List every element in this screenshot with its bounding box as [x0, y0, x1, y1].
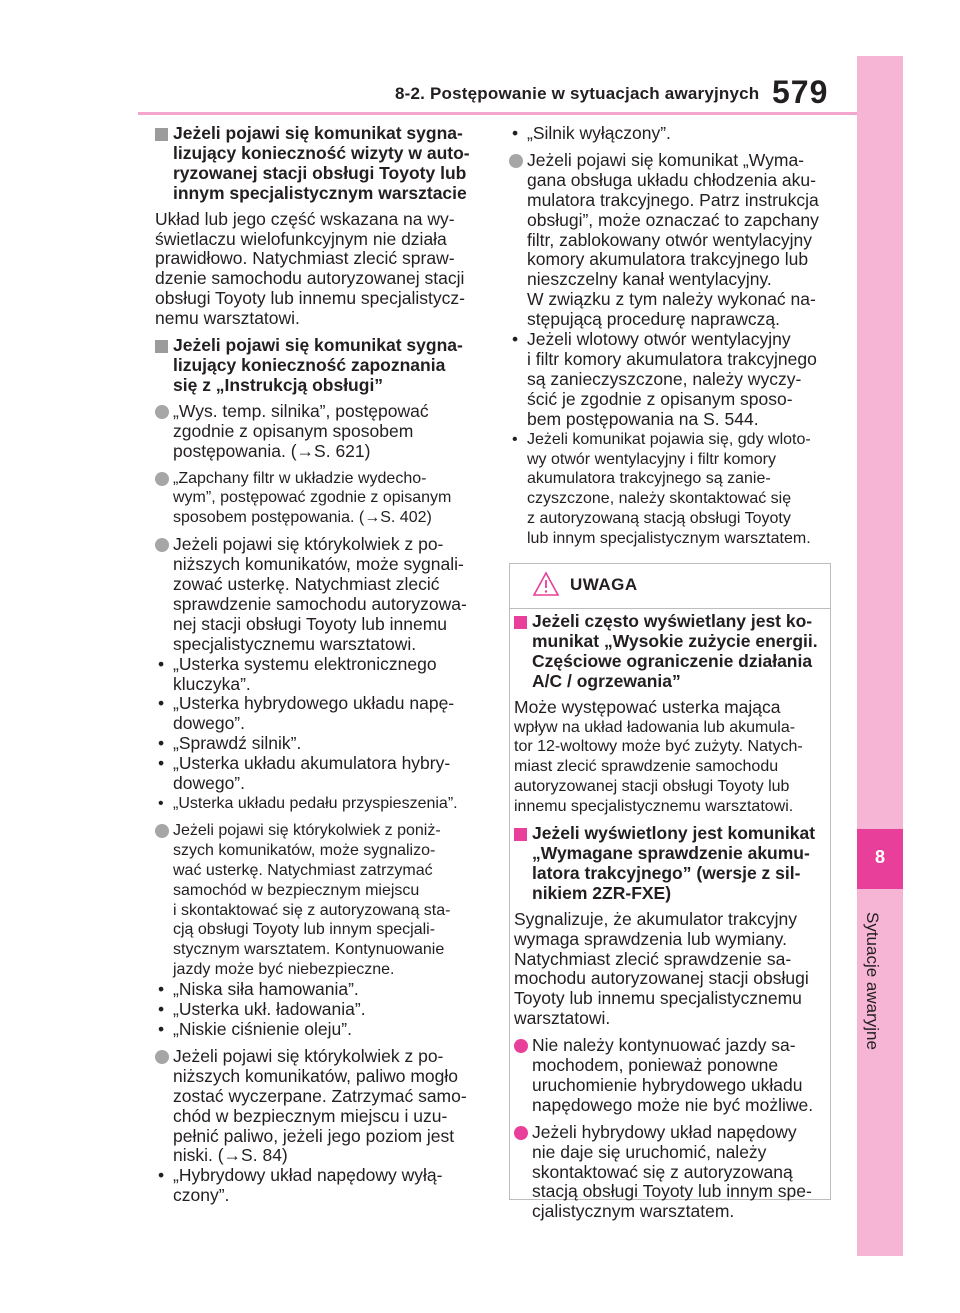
text-line: lizujący konieczność wizyty w auto-: [173, 142, 470, 163]
text-line: wpływ na układ ładowania lub akumula-: [514, 718, 796, 736]
text-line: sprawdzenie samochodu autoryzowa-: [173, 593, 467, 614]
bullet-item: • „Hybrydowy układ napędowy wyłą- czony”.: [155, 1166, 480, 1206]
text-line: Częściowe ograniczenie działania: [532, 650, 813, 671]
section-tab: [857, 56, 903, 1256]
text-line: postępowania. (→S. 621): [173, 440, 371, 461]
text-line: skontaktować się z autoryzowaną: [532, 1161, 793, 1182]
text-line: pełnić paliwo, jeżeli jego poziom jest: [173, 1125, 455, 1146]
text-line: samochód w bezpiecznym miejscu: [173, 881, 420, 899]
square-marker-icon: [514, 616, 527, 629]
caution-label: UWAGA: [570, 575, 638, 594]
text-line: Układ lub jego część wskazana na wy-: [155, 208, 455, 229]
text-line: nie daje się uruchomić, należy: [532, 1141, 767, 1162]
text-line: nikiem 2ZR-FXE): [532, 882, 672, 903]
section-number: 8: [874, 847, 885, 867]
section-heading: [514, 824, 826, 904]
circle-marker-icon: [155, 472, 169, 486]
text-line: obsługi”, może oznaczać to zapchany: [527, 209, 819, 230]
text-line: Jeżeli pojawi się komunikat sygna-: [173, 335, 463, 356]
right-column: [509, 124, 831, 549]
text-line: czyszczone, należy skontaktować się: [527, 490, 792, 508]
text-line: filtr, zablokowany otwór wentylacyjny: [527, 229, 812, 250]
text-line: zostać wyczerpane. Zatrzymać samo-: [173, 1085, 467, 1106]
text-line: niski. (→S. 84): [173, 1145, 288, 1166]
text-line: Jeżeli pojawi się którykolwiek z po-: [173, 1045, 444, 1066]
text-line: nieszczelny kanał wentylacyjny.: [527, 269, 772, 290]
text-line: cjalistycznym warsztatem.: [532, 1201, 735, 1222]
text-line: wymaga sprawdzenia lub wymiany.: [514, 928, 787, 949]
text-line: napędowego może nie być możliwe.: [532, 1094, 814, 1115]
text-line: stępującą procedurę naprawczą.: [527, 309, 780, 330]
text-line: „Silnik wyłączony”.: [527, 123, 671, 143]
text-line: „Usterka układu akumulatora hybry-: [173, 753, 451, 774]
bullet-item: • Jeżeli komunikat pojawia się, gdy wloto- wy otwór wentylacyjny i filtr komory akumulatora trakcyjnego są zanie- czyszczone, należy skontaktować się z autoryzowaną stacją obsługi Toyoty lub innym specjalistycznym warsztatem.: [509, 430, 831, 549]
bullet-item: • „Usterka ukł. ładowania”.: [155, 1000, 480, 1020]
text-line: munikat „Wysokie zużycie energii.: [532, 630, 818, 651]
text-line: tor 12-woltowy może być zużyty. Natych-: [514, 738, 803, 756]
text-line: wać usterkę. Natychmiast zatrzymać: [173, 861, 433, 879]
bullet-item: • „Usterka systemu elektronicznego kluczyka”.: [155, 655, 480, 695]
warning-triangle-icon: [532, 571, 560, 597]
text-line: A/C / ogrzewania”: [532, 670, 681, 691]
circle-marker-icon: [155, 405, 169, 419]
circle-marker-icon: [514, 1039, 528, 1053]
text-line: innemu specjalistycznemu warsztatowi.: [514, 798, 794, 816]
text-line: cją obsługi Toyoty lub innym specjali-: [173, 921, 436, 939]
text-line: nemu warsztatowi.: [155, 308, 300, 329]
text-line: są zanieczyszczone, należy wyczy-: [527, 368, 802, 389]
text-line: prawidłowo. Natychmiast zlecić spraw-: [155, 248, 455, 269]
bullet-item: • „Sprawdź silnik”.: [155, 734, 480, 754]
text-line: „Niska siła hamowania”.: [173, 979, 359, 1000]
text-line: dowego”.: [173, 773, 245, 794]
text-line: i skontaktować się z autoryzowaną sta-: [173, 901, 451, 919]
square-marker-icon: [514, 828, 527, 841]
text-line: dowego”.: [173, 713, 245, 734]
square-marker-icon: [155, 128, 168, 141]
paragraph: [514, 910, 826, 1029]
text-line: zować usterkę. Natychmiast zlecić: [173, 574, 440, 595]
text-line: Toyoty lub innemu specjalistycznemu: [514, 988, 802, 1009]
caution-body: [514, 612, 826, 1229]
text-line: Jeżeli pojawi się komunikat „Wyma-: [527, 149, 805, 170]
text-line: W związku z tym należy wykonać na-: [527, 289, 816, 310]
text-line: „Wys. temp. silnika”, postępować: [173, 400, 429, 421]
circle-item: [155, 535, 480, 654]
circle-item: [155, 1047, 480, 1166]
text-line: sposobem postępowania. (→S. 402): [173, 509, 432, 527]
text-line: „Hybrydowy układ napędowy wyłą-: [173, 1165, 443, 1186]
text-line: wy otwór wentylacyjny i filtr komory: [527, 450, 776, 468]
chapter-title: 8-2. Postępowanie w sytuacjach awaryjnych: [395, 84, 760, 103]
text-line: specjalistycznemu warsztatowi.: [173, 633, 417, 654]
text-line: dzenie samochodu autoryzowanej stacji: [155, 268, 465, 289]
text-line: autoryzowanej stacji obsługi Toyoty lub: [514, 778, 790, 796]
text-line: innym specjalistycznym warsztacie: [173, 182, 467, 203]
text-line: warsztatowi.: [514, 1008, 611, 1029]
text-line: stacją obsługi Toyoty lub innym spe-: [532, 1181, 812, 1202]
text-line: „Niskie ciśnienie oleju”.: [173, 1018, 352, 1039]
text-line: uruchomienie hybrydowego układu: [532, 1074, 803, 1095]
paragraph: [155, 210, 480, 329]
square-marker-icon: [155, 340, 168, 353]
text-line: Jeżeli pojawi się komunikat sygna-: [173, 123, 463, 143]
text-line: stycznym warsztatem. Kontynuowanie: [173, 941, 445, 959]
circle-item: [155, 402, 480, 462]
text-line: świetlaczu wielofunkcyjnym nie działa: [155, 228, 447, 249]
circle-marker-icon: [155, 1050, 169, 1064]
circle-marker-icon: [514, 1126, 528, 1140]
text-line: Jeżeli komunikat pojawia się, gdy wloto-: [527, 430, 811, 448]
text-line: ryzowanej stacji obsługi Toyoty lub: [173, 162, 467, 183]
text-line: miast zlecić sprawdzenie samochodu: [514, 758, 779, 776]
text-line: Jeżeli wlotowy otwór wentylacyjny: [527, 329, 791, 350]
text-line: latora trakcyjnego” (wersje z sil-: [532, 862, 801, 883]
text-line: mochodem, ponieważ ponowne: [532, 1055, 779, 1076]
text-line: niższych komunikatów, paliwo mogło: [173, 1065, 458, 1086]
text-line: „Usterka hybrydowego układu napę-: [173, 693, 455, 714]
text-line: jazdy może być niebezpieczne.: [173, 961, 395, 979]
text-line: z autoryzowaną stacją obsługi Toyoty: [527, 510, 791, 528]
bullet-item: • „Niska siła hamowania”.: [155, 980, 480, 1000]
bullet-item: • „Usterka hybrydowego układu napę- dowego”.: [155, 694, 480, 734]
text-line: „Usterka układu pedału przyspieszenia”.: [173, 795, 458, 812]
text-line: lub innym specjalistycznym warsztatem.: [527, 530, 811, 548]
text-line: i filtr komory akumulatora trakcyjnego: [527, 348, 817, 369]
circle-marker-icon: [155, 824, 169, 838]
bullet-item: • „Usterka układu akumulatora hybry- dowego”.: [155, 754, 480, 794]
text-line: Sygnalizuje, że akumulator trakcyjny: [514, 908, 798, 929]
text-line: szych komunikatów, może sygnalizo-: [173, 841, 436, 859]
text-line: „Usterka ukł. ładowania”.: [173, 999, 366, 1020]
header-rule: [138, 112, 859, 115]
text-line: zgodnie z opisanym sposobem: [173, 420, 414, 441]
text-line: „Sprawdź silnik”.: [173, 733, 302, 754]
bullet-item: • „Usterka układu pedału przyspieszenia”.: [155, 794, 480, 814]
section-heading: [155, 124, 480, 204]
text-line: czony”.: [173, 1185, 230, 1206]
circle-item: [514, 1123, 826, 1223]
text-line: gana obsługa układu chłodzenia aku-: [527, 169, 816, 190]
text-line: bem postępowania na S. 544.: [527, 408, 759, 429]
circle-item: [509, 151, 831, 330]
text-line: komory akumulatora trakcyjnego lub: [527, 249, 809, 270]
paragraph: [514, 698, 826, 817]
text-line: Jeżeli hybrydowy układ napędowy: [532, 1121, 797, 1142]
bullet-item: • „Niskie ciśnienie oleju”.: [155, 1020, 480, 1040]
section-heading: [514, 612, 826, 692]
text-line: mochodu autoryzowanej stacji obsługi: [514, 968, 809, 989]
text-line: się z „Instrukcją obsługi”: [173, 374, 384, 395]
bullet-item: • „Silnik wyłączony”.: [509, 124, 831, 144]
circle-item: [155, 821, 480, 980]
circle-marker-icon: [155, 538, 169, 552]
section-heading: [155, 336, 480, 396]
text-line: Może występować usterka mająca: [514, 696, 781, 717]
text-line: niższych komunikatów, może sygnali-: [173, 554, 464, 575]
text-line: Natychmiast zlecić sprawdzenie sa-: [514, 948, 792, 969]
text-line: nej stacji obsługi Toyoty lub innemu: [173, 613, 448, 634]
text-line: ścić je zgodnie z opisanym sposo-: [527, 388, 793, 409]
text-line: lizujący konieczność zapoznania: [173, 354, 446, 375]
circle-item: [514, 1036, 826, 1116]
text-line: Jeżeli pojawi się którykolwiek z poniż-: [173, 821, 441, 839]
circle-item: [155, 469, 480, 529]
text-line: „Wymagane sprawdzenie akumu-: [532, 842, 810, 863]
text-line: mulatora trakcyjnego. Patrz instrukcja: [527, 189, 819, 210]
text-line: „Zapchany filtr w układzie wydecho-: [173, 469, 427, 487]
text-line: Nie należy kontynuować jazdy sa-: [532, 1035, 796, 1056]
text-line: kluczyka”.: [173, 673, 251, 694]
circle-marker-icon: [509, 154, 523, 168]
text-line: „Usterka systemu elektronicznego: [173, 653, 437, 674]
section-label: Sytuacje awaryjne: [863, 912, 882, 1050]
text-line: Jeżeli pojawi się którykolwiek z po-: [173, 534, 444, 555]
bullet-item: • Jeżeli wlotowy otwór wentylacyjny i filtr komory akumulatora trakcyjnego są zanieczyszczone, należy wyczy- ścić je zgodnie z opisanym sposo- bem postępowania na S. 544.: [509, 330, 831, 430]
left-column: [155, 124, 480, 1206]
text-line: chód w bezpiecznym miejscu i uzu-: [173, 1105, 448, 1126]
text-line: Jeżeli często wyświetlany jest ko-: [532, 611, 813, 631]
text-line: Jeżeli wyświetlony jest komunikat: [532, 823, 816, 844]
text-line: akumulatora trakcyjnego są zanie-: [527, 470, 771, 488]
page-number: 579: [772, 74, 829, 110]
text-line: obsługi Toyoty lub innemu specjalistycz-: [155, 288, 465, 309]
text-line: wym”, postępować zgodnie z opisanym: [173, 489, 452, 507]
